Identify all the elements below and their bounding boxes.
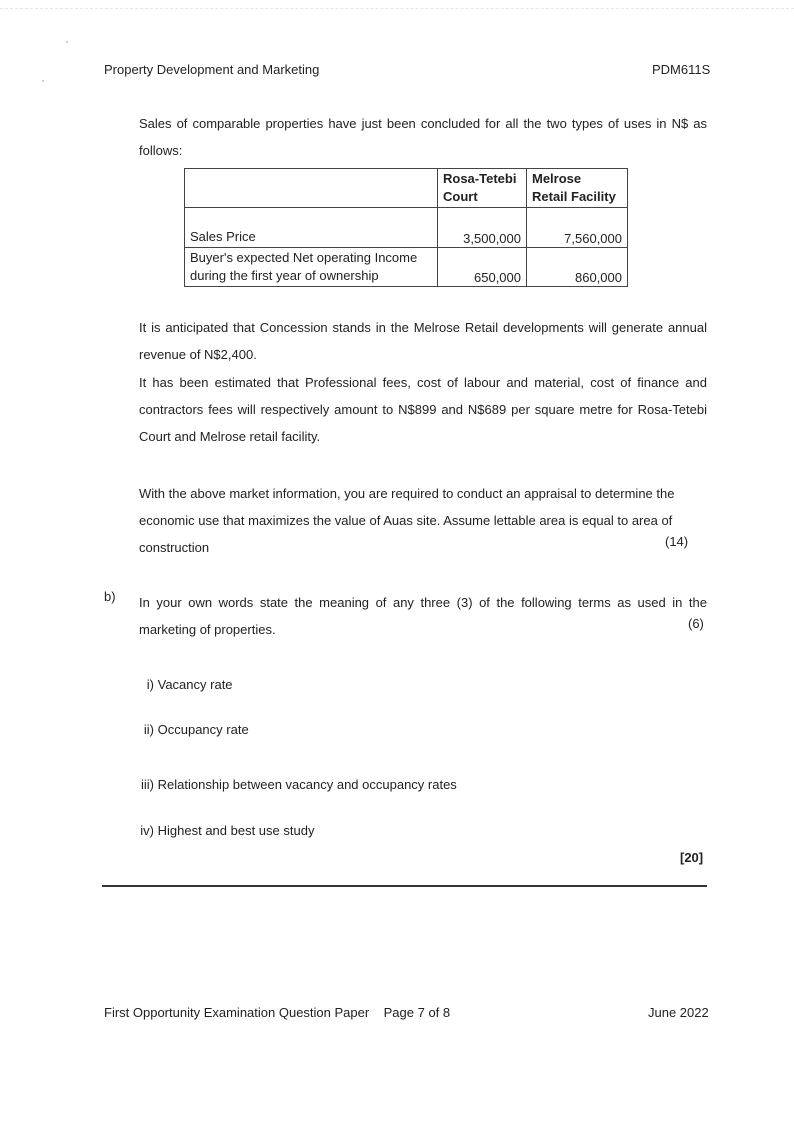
task-paragraph: With the above market information, you are required to conduct an appraisal to determine the economic use that maximizes the value of Auas site. Assume lettable area is equal to area of construction [139,486,675,555]
table-header-row [185,169,628,208]
question-b-label: b) [104,589,116,604]
list-item-number: ii) [143,722,154,737]
table-header-rosa [438,169,527,208]
list-item [126,722,249,737]
intro-paragraph: Sales of comparable properties have just been concluded for all the two types of uses in N$ as follows: [139,116,707,158]
scan-speck [42,80,44,82]
row-value-melrose: 860,000 [527,248,628,287]
question-b-text: In your own words state the meaning of any three (3) of the following terms as used in the marketing of properties. [139,595,707,637]
list-item-text: Relationship between vacancy and occupancy rates [157,777,457,792]
header-rosa-line2: Court [443,189,478,204]
header-rosa-line1: Rosa-Tetebi [443,171,517,186]
table-row [185,208,628,248]
footer-date: June 2022 [648,1005,709,1020]
scan-speck [66,41,68,43]
list-item-text: Occupancy rate [157,722,249,737]
comparable-sales-table [184,168,628,287]
list-item-text: Highest and best use study [157,823,315,838]
list-item-number: iv) [140,823,154,838]
marks-question-a: (14) [665,534,689,549]
row-label: Sales Price [185,208,438,248]
row-label: Buyer's expected Net operating Income during the first year of ownership [185,248,438,287]
section-divider [102,885,707,887]
list-item-number: i) [146,677,154,692]
concession-paragraph: It is anticipated that Concession stands in the Melrose Retail developments will generate annual revenue of N$2,400. [139,320,707,362]
course-title: Property Development and Marketing [104,62,320,77]
row-value-rosa: 650,000 [438,248,527,287]
scan-border-line [0,8,794,9]
costs-paragraph: It has been estimated that Professional fees, cost of labour and material, cost of finance and contractors fees will respectively amount to N$899 and N$689 per square metre for Rosa-Tetebi Court and Melrose retail facility. [139,375,707,444]
course-code: PDM611S [652,62,711,77]
list-item [126,777,457,792]
list-item [126,823,314,838]
table-header-melrose [527,169,628,208]
header-melrose-line2: Retail Facility [532,189,616,204]
total-marks: [20] [680,850,704,865]
marks-question-b: (6) [688,616,704,631]
footer-paper-info: First Opportunity Examination Question Paper Page 7 of 8 [104,1005,451,1020]
row-value-rosa: 3,500,000 [438,208,527,248]
list-item-number: iii) [141,777,154,792]
table-row [185,248,628,287]
list-item-text: Vacancy rate [157,677,233,692]
header-melrose-line1: Melrose [532,171,582,186]
list-item [126,677,233,692]
row-value-melrose: 7,560,000 [527,208,628,248]
table-header-empty [185,169,438,208]
